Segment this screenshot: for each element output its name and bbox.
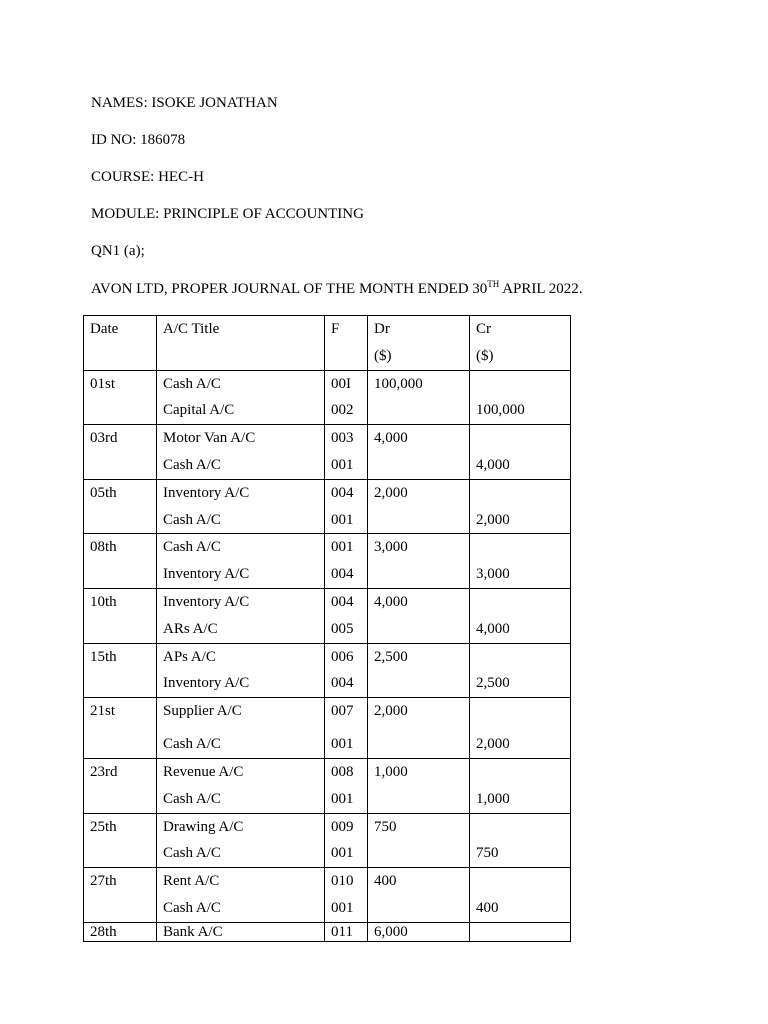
journal-title-superscript: TH — [487, 279, 500, 289]
entry-folio: 010 001 — [325, 868, 368, 923]
entry-folio: 00I 002 — [325, 370, 368, 425]
table-row — [84, 922, 571, 941]
header-ac-title: A/C Title — [157, 316, 325, 371]
entry-debit: 6,000 — [368, 922, 470, 941]
entry-credit: 100,000 — [470, 370, 571, 425]
header-debit: Dr ($) — [368, 316, 470, 371]
entry-credit: 2,000 — [470, 698, 571, 759]
entry-debit: 2,000 — [368, 698, 470, 759]
header-folio: F — [325, 316, 368, 371]
entry-account-titles: Revenue A/C Cash A/C — [157, 758, 325, 813]
entry-date: 15th — [84, 643, 157, 698]
entry-credit: 400 — [470, 868, 571, 923]
entry-date: 08th — [84, 534, 157, 589]
entry-folio: 006 004 — [325, 643, 368, 698]
table-row — [84, 813, 571, 868]
table-row — [84, 643, 571, 698]
table-row — [84, 588, 571, 643]
journal-title — [91, 280, 582, 298]
entry-folio: 007 001 — [325, 698, 368, 759]
course: COURSE: HEC-H — [91, 169, 204, 185]
question-label: QN1 (a); — [91, 243, 145, 259]
table-row — [84, 425, 571, 480]
student-name: NAMES: ISOKE JONATHAN — [91, 95, 278, 111]
entry-account-titles: Inventory A/C Cash A/C — [157, 479, 325, 534]
entry-folio: 008 001 — [325, 758, 368, 813]
journal-table — [83, 315, 571, 942]
entry-debit: 4,000 — [368, 588, 470, 643]
entry-account-titles: Cash A/C Inventory A/C — [157, 534, 325, 589]
entry-folio: 004 001 — [325, 479, 368, 534]
entry-folio: 003 001 — [325, 425, 368, 480]
journal-title-prefix: AVON LTD, PROPER JOURNAL OF THE MONTH ENDED 30 — [91, 281, 488, 297]
entry-date: 05th — [84, 479, 157, 534]
entry-debit: 3,000 — [368, 534, 470, 589]
entry-credit — [470, 922, 571, 941]
entry-credit: 2,000 — [470, 479, 571, 534]
entry-account-titles: Motor Van A/C Cash A/C — [157, 425, 325, 480]
entry-debit: 750 — [368, 813, 470, 868]
entry-debit: 1,000 — [368, 758, 470, 813]
table-row — [84, 479, 571, 534]
entry-credit: 4,000 — [470, 425, 571, 480]
table-row — [84, 534, 571, 589]
entry-debit: 400 — [368, 868, 470, 923]
entry-debit: 2,500 — [368, 643, 470, 698]
entry-folio: 001 004 — [325, 534, 368, 589]
student-id: ID NO: 186078 — [91, 132, 186, 148]
table-row — [84, 698, 571, 759]
entry-debit: 4,000 — [368, 425, 470, 480]
table-row — [84, 868, 571, 923]
entry-debit: 2,000 — [368, 479, 470, 534]
entry-date: 27th — [84, 868, 157, 923]
entry-folio: 004 005 — [325, 588, 368, 643]
journal-title-suffix: APRIL 2022. — [499, 281, 583, 297]
module: MODULE: PRINCIPLE OF ACCOUNTING — [91, 206, 364, 222]
header-date: Date — [84, 316, 157, 371]
entry-date: 25th — [84, 813, 157, 868]
table-header-row — [84, 316, 571, 371]
entry-date: 01st — [84, 370, 157, 425]
entry-date: 21st — [84, 698, 157, 759]
entry-folio: 009 001 — [325, 813, 368, 868]
entry-credit: 750 — [470, 813, 571, 868]
entry-credit: 2,500 — [470, 643, 571, 698]
entry-date: 23rd — [84, 758, 157, 813]
table-row — [84, 758, 571, 813]
entry-account-titles: Supplier A/C Cash A/C — [157, 698, 325, 759]
entry-date: 03rd — [84, 425, 157, 480]
entry-credit: 1,000 — [470, 758, 571, 813]
entry-debit: 100,000 — [368, 370, 470, 425]
entry-date: 28th — [84, 922, 157, 941]
entry-date: 10th — [84, 588, 157, 643]
entry-folio: 011 — [325, 922, 368, 941]
entry-account-titles: APs A/C Inventory A/C — [157, 643, 325, 698]
entry-credit: 4,000 — [470, 588, 571, 643]
entry-credit: 3,000 — [470, 534, 571, 589]
entry-account-titles: Cash A/C Capital A/C — [157, 370, 325, 425]
entry-account-titles: Rent A/C Cash A/C — [157, 868, 325, 923]
table-row — [84, 370, 571, 425]
entry-account-titles: Drawing A/C Cash A/C — [157, 813, 325, 868]
entry-account-titles: Bank A/C — [157, 922, 325, 941]
entry-account-titles: Inventory A/C ARs A/C — [157, 588, 325, 643]
header-credit: Cr ($) — [470, 316, 571, 371]
